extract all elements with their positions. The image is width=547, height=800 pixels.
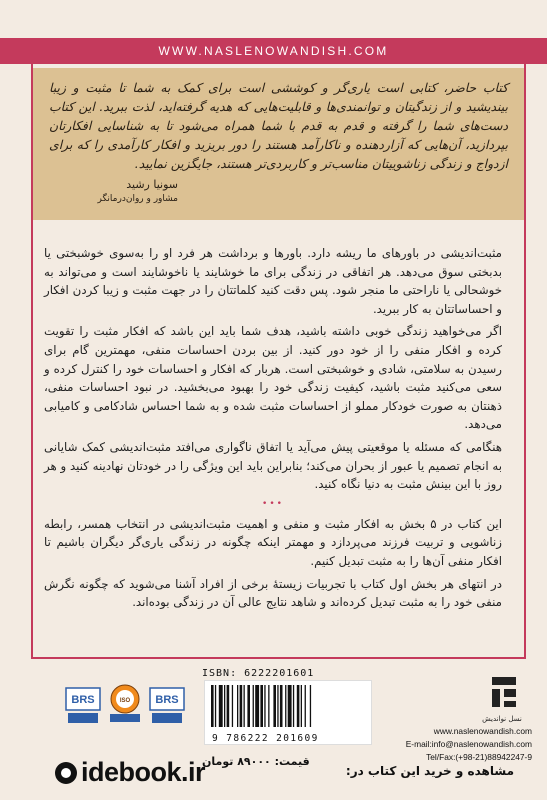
barcode-digits: 9 786222 201609: [212, 733, 319, 744]
bottom-divider: [31, 657, 526, 659]
intro-paragraph: کتاب حاضر، کتابی است یاری‌گر و کوششی است برای کمک به شما تا مثبت و زیبا بیندیشید و از زندگیتان و توانمندی‌ها و قابلیت‌هایی که هدیه گرفته‌اید، لذت ببرید. این کتاب دست‌های شما را گرفته و قدم به قدم با شما همراه می‌شود تا به شناسایی افکارتان بپردازید، آن‌هایی که آزاردهنده و ناکارآمد هستند را دور بریزید و افکار کارآمدی را که برای ازدواج و زندگی زناشوییتان مناسب‌تر و کاربردی‌تر هستند، جایگزین نمایید.: [49, 80, 508, 171]
barcode-bar: [310, 685, 311, 727]
author-name: سونیا رشید: [126, 178, 178, 191]
idebook-logo[interactable]: [55, 757, 205, 788]
barcode-bar: [260, 685, 263, 727]
barcode-bar: [240, 685, 243, 727]
author-role: مشاور و روان‌درمانگر: [97, 194, 178, 204]
footer-cta: مشاهده و خرید این کتاب در:: [345, 764, 514, 778]
barcode-bar: [232, 685, 233, 727]
brs-badge-text-1: BRS: [71, 694, 95, 706]
barcode-bar: [273, 685, 276, 727]
barcode-bar: [305, 685, 306, 727]
barcode-bar: [215, 685, 216, 727]
idebook-brand: idebook.ir: [81, 757, 206, 787]
publisher-telfax: Tel/Fax:(+98-21)88942247-9: [426, 752, 532, 762]
body-paragraph-3: هنگامی که مسئله یا موقعیتی پیش می‌آید یا اتفاق ناگواری می‌افتد مثبت‌اندیشی کمک شایانی به انجام تصمیم یا عبور از بحران می‌کند؛ بنابراین باید این ویژگی را در خودتان نهادینه کنید و هر روز با این بینش مثبت به دنیا نگاه کنید.: [44, 439, 502, 492]
barcode-bar: [211, 685, 214, 727]
barcode-bar: [244, 685, 245, 727]
body-paragraph-5: در انتهای هر بخش اول کتاب با تجربیات زیستهٔ برخی از افراد آشنا می‌شوید که چگونه نگرش منفی خود را به مثبت تبدیل کرده‌اند و شاهد نتایج عالی آن در زندگی بوده‌اند.: [44, 576, 502, 610]
author-block: [49, 177, 178, 207]
publisher-name: نسل نواندیش: [482, 715, 522, 723]
publisher-email: E-mail:info@naslenowandish.com: [405, 739, 532, 749]
barcode-bar: [288, 685, 292, 727]
barcode-bar: [297, 685, 300, 727]
isbn-label: ISBN: 6222201601: [202, 668, 315, 679]
barcode-bar: [247, 685, 250, 727]
body-text: [44, 244, 502, 616]
publisher-contact: [372, 725, 532, 764]
barcode-bar: [301, 685, 302, 727]
barcode-bar: [253, 685, 254, 727]
intro-box: [33, 68, 524, 220]
barcode-bar: [280, 685, 283, 727]
barcode-bar: [293, 685, 294, 727]
body-paragraph-1: مثبت‌اندیشی در باورهای ما ریشه دارد. باورها و برداشت هر فرد او را به‌سوی خوشبختی یا بدبختی سوق می‌دهد. هر اتفاقی در زندگی برای ما خوشایند یا ناخوشایند است و می‌تواند به خوشحالی یا ناراحتی ما منجر شود. پس دقت کنید کلماتتان را در جهت مثبت و زیبا کردن افکار و احساساتتان به کار ببرید.: [44, 246, 502, 316]
barcode-bar: [277, 685, 278, 727]
idebook-logo-icon: [55, 762, 77, 784]
barcode-bar: [219, 685, 223, 727]
section-separator: •••: [262, 498, 284, 509]
website-banner: [0, 38, 547, 64]
publisher-website: www.naslenowandish.com: [433, 726, 532, 736]
body-paragraph-4: این کتاب در ۵ بخش به افکار مثبت و منفی و اهمیت مثبت‌اندیشی در انتخاب همسر، رابطه زناشویی و تربیت فرزند می‌پردازد و مهمتر اینکه چگونه در زندگی یاری‌گر دیگران باشیم تا افکار منفی آن‌ها را به مثبت تبدیل کنیم.: [44, 516, 502, 568]
barcode-bar: [285, 685, 286, 727]
barcode-bar: [237, 685, 238, 727]
publisher-logo-icon: [476, 675, 532, 731]
brs-badge-text-2: BRS: [155, 694, 179, 706]
iso-badge-icon: [106, 682, 144, 722]
website-banner-text: WWW.NASLENOWANDISH.COM: [158, 44, 389, 58]
brs-badge-2-icon: [148, 686, 186, 726]
iso-badge-text: ISO: [119, 698, 131, 704]
barcode-bar: [264, 685, 265, 727]
certification-badges: [64, 680, 189, 738]
barcode-bar: [255, 685, 259, 727]
barcode-bar: [268, 685, 269, 727]
brs-badge-icon: [64, 686, 102, 726]
body-paragraph-2: اگر می‌خواهید زندگی خوبی داشته باشید، هدف شما باید این باشد که افکار مثبت را تقویت کرده و افکار منفی را از خود دور کنید. از بین بردن احساسات منفی، مهمترین گام برای رسیدن به سلامتی، شادی و خوشبختی است. هربار که افکار و احساسات خود را کنترل کرده و سعی می‌کنید مثبت باشید، کیفیت زندگی خود را بهبود می‌بخشید. در نبود احساسات منفی، ذهنتان به صورت خودکار مملو از احساسات مثبت شده و به شما احساس شادکامی و کامیابی می‌دهد.: [44, 324, 502, 432]
barcode-bar: [224, 685, 225, 727]
price: قیمت: ۸۹۰۰۰ تومان: [202, 755, 310, 768]
barcode-bar: [227, 685, 230, 727]
